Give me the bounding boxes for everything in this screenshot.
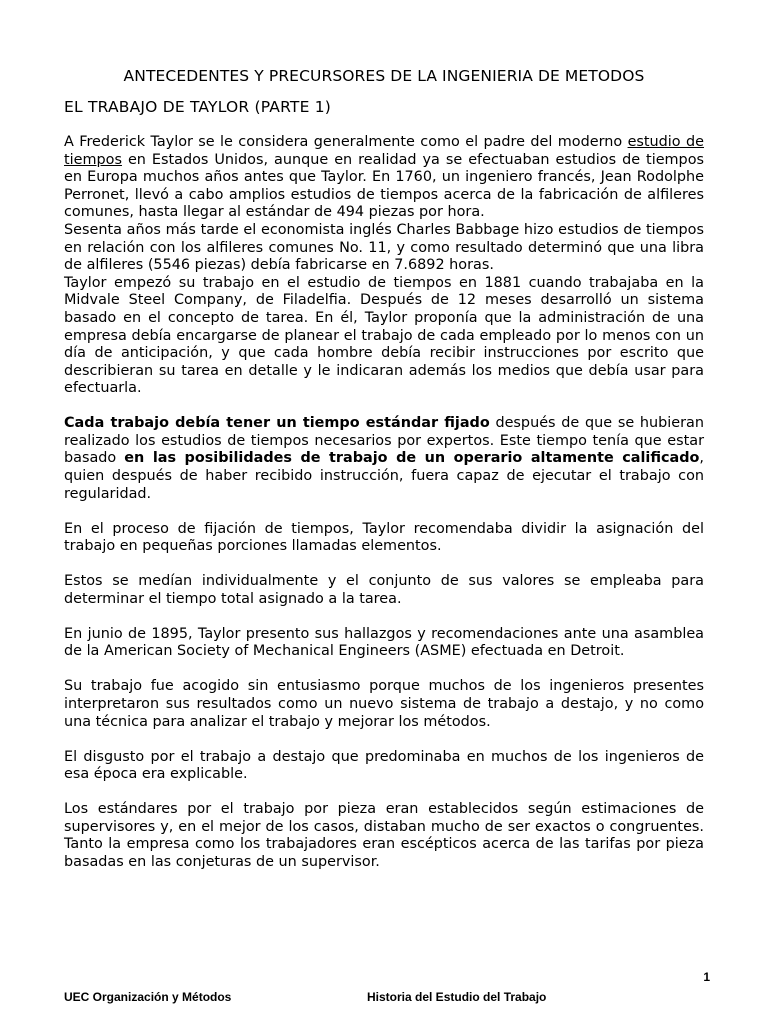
paragraph-9: El disgusto por el trabajo a destajo que predominaba en muchos de los ingenieros de esa época era explicable. — [64, 748, 704, 783]
footer-course-name: UEC Organización y Métodos — [64, 990, 232, 1004]
paragraph-1 — [64, 134, 704, 222]
paragraph-10: Los estándares por el trabajo por pieza eran establecidos según estimaciones de supervisores y, en el mejor de los casos, distaban mucho de ser exactos o congruentes. Tanto la empresa como los trabajadores eran escépticos acerca de las tarifas por pieza basadas en las conjeturas de un supervisor. — [64, 801, 704, 870]
paragraph-4-text-a: después de que se hubieran realizado los estudios de tiempos necesarios por expertos. Este tiempo tenía que estar basado — [64, 415, 704, 467]
paragraph-6: Estos se medían individualmente y el conjunto de sus valores se empleaba para determinar el tiempo total asignado a la tarea. — [64, 573, 704, 607]
paragraph-7: En junio de 1895, Taylor presento sus hallazgos y recomendaciones ante una asamblea de la American Society of Mechanical Engineers (ASME) efectuada en Detroit. — [64, 625, 704, 660]
paragraph-4-bold-a: Cada trabajo debía tener un tiempo estándar fijado — [64, 415, 490, 432]
estudio-de-tiempos-link[interactable]: estudio de tiempos — [64, 134, 704, 168]
document-title: ANTECEDENTES Y PRECURSORES DE LA INGENIERIA DE METODOS — [123, 67, 645, 85]
paragraph-5: En el proceso de fijación de tiempos, Taylor recomendaba dividir la asignación del trabajo en pequeñas porciones llamadas elementos. — [64, 520, 704, 555]
section-heading: EL TRABAJO DE TAYLOR (PARTE 1) — [64, 98, 332, 116]
paragraph-4-bold-b: en las posibilidades de trabajo de un operario altamente calificado — [124, 450, 700, 467]
paragraph-2: Sesenta años más tarde el economista inglés Charles Babbage hizo estudios de tiempos en relación con los alfileres comunes No. 11, y como resultado determinó que una libra de alfileres (5546 piezas) debía fabricarse en 7.6892 horas. — [64, 221, 704, 274]
paragraph-4-text-b: , quien después de haber recibido instrucción, fuera capaz de ejecutar el trabajo con regularidad. — [64, 450, 704, 502]
paragraph-4 — [64, 415, 704, 503]
paragraph-1-text-a: A Frederick Taylor se le considera generalmente como el padre del moderno — [64, 134, 628, 150]
paragraph-8: Su trabajo fue acogido sin entusiasmo porque muchos de los ingenieros presentes interpretaron sus resultados como un nuevo sistema de trabajo a destajo, y no como una técnica para analizar el trabajo y mejorar los métodos. — [64, 678, 704, 730]
page-number: 1 — [703, 970, 710, 984]
paragraph-1-text-b: en Estados Unidos, aunque en realidad ya se efectuaban estudios de tiempos en Europa muchos años antes que Taylor. En 1760, un ingeniero francés, Jean Rodolphe Perronet, llevó a cabo amplios estudios de tiempos acerca de la fabricación de alfileres comunes, hasta llegar al estándar de 494 piezas por hora. — [64, 151, 704, 221]
document-body — [64, 134, 704, 872]
paragraph-3: Taylor empezó su trabajo en el estudio de tiempos en 1881 cuando trabajaba en la Midvale Steel Company, de Filadelfia. Después de 12 meses desarrolló un sistema basado en el concepto de tarea. En él, Taylor proponía que la administración de una empresa debía encargarse de planear el trabajo de cada empleado por lo menos con un día de anticipación, y que cada hombre debía recibir instrucciones por escrito que describieran su tarea en detalle y le indicaran además los medios que debía usar para efectuarla. — [64, 274, 704, 397]
footer-document-topic: Historia del Estudio del Trabajo — [367, 990, 547, 1004]
